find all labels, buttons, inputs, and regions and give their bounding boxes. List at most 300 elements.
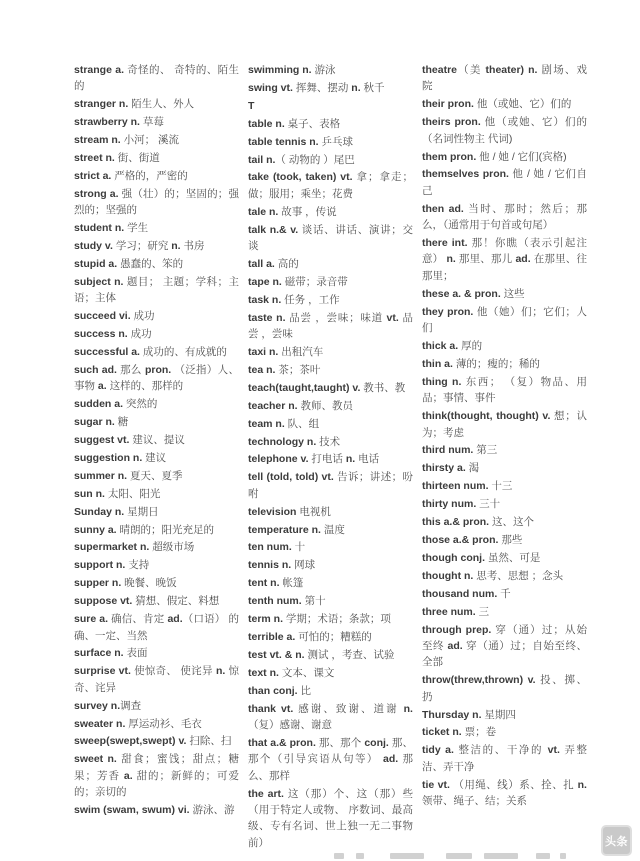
entry-term: surface n.	[74, 647, 124, 660]
entry-definition: 品尝 ，尝味	[248, 311, 413, 341]
vocab-entry	[74, 168, 239, 184]
vocab-entry	[74, 611, 239, 644]
entry-term: ticket n.	[422, 726, 462, 739]
vocab-entry	[248, 786, 413, 852]
entry-definition: 十	[291, 541, 306, 554]
vocab-entry	[248, 647, 413, 663]
entry-definition: 第十	[301, 595, 326, 608]
entry-definition: 扫除、扫	[186, 735, 232, 748]
vocab-entry	[74, 450, 239, 466]
entry-definition: 打电话	[308, 453, 346, 466]
vocab-entry	[74, 238, 239, 254]
vocab-entry	[74, 274, 239, 307]
entry-definition: 帐篷	[279, 577, 304, 590]
entry-term: terrible a.	[248, 631, 296, 643]
entry-term: that a.& pron.	[248, 736, 316, 749]
entry-definition: 糖	[114, 416, 129, 429]
entry-term: thin a.	[422, 357, 453, 370]
entry-term: success n.	[74, 328, 128, 341]
entry-term: n.	[345, 453, 356, 466]
entry-definition: 那么、那样	[248, 753, 414, 782]
vocab-entry	[74, 733, 239, 749]
vocab-entry	[74, 132, 239, 148]
vocab-entry	[248, 539, 413, 555]
entry-term: ad.	[167, 613, 183, 626]
entry-term: suppose vt.	[74, 595, 133, 608]
entry-definition: 题目； 主题；学科；主语；主体	[74, 275, 239, 305]
vocab-entry	[248, 434, 413, 450]
entry-definition: 他（她）们；它们；人们	[422, 305, 587, 335]
entry-definition: 小河； 溪流	[120, 134, 180, 147]
entry-term: subject n.	[74, 275, 124, 288]
entry-definition: 队、组	[284, 417, 320, 430]
entry-term: tidy a.	[422, 744, 454, 757]
entry-term: table tennis n.	[248, 135, 319, 148]
entry-term: vt.	[547, 744, 560, 757]
entry-definition: 草莓	[139, 116, 164, 129]
entry-term: table n.	[248, 117, 285, 130]
vocab-entry	[248, 134, 413, 150]
vocab-entry	[248, 735, 413, 784]
entry-term: stupid a.	[74, 257, 118, 270]
entry-term: study v.	[74, 240, 113, 253]
entry-definition: 书房	[180, 240, 205, 253]
entry-term: taxi n.	[248, 346, 279, 358]
entry-term: those a.& pron.	[422, 533, 499, 546]
entry-definition: 磁带；录音带	[281, 275, 348, 288]
entry-definition: 故事 ，传说	[278, 205, 337, 218]
entry-definition: 学习；研究	[112, 240, 172, 253]
entry-term: theirs pron.	[422, 116, 481, 129]
vocab-entry	[422, 201, 587, 234]
entry-definition: 那里、那儿	[455, 253, 516, 266]
entry-term: themselves pron.	[422, 168, 509, 181]
entry-definition: 成功	[130, 310, 155, 323]
entry-term: succeed vi.	[74, 310, 131, 323]
entry-definition: 渴	[465, 462, 480, 475]
entry-term: their pron.	[422, 98, 474, 111]
entry-term: tall a.	[248, 257, 275, 270]
entry-term: strong a.	[74, 187, 119, 200]
entry-definition: 桌子、表格	[284, 117, 341, 130]
entry-term: thing n.	[422, 375, 462, 388]
entry-term: thirty num.	[422, 498, 477, 511]
entry-term: summer n.	[74, 469, 128, 482]
entry-definition: 谈话、讲话、演讲；交谈	[248, 223, 413, 253]
vocab-entry	[248, 611, 413, 627]
entry-term: sweep(swept,swept) v.	[74, 735, 187, 748]
entry-term: technology n.	[248, 435, 317, 448]
entry-definition: 学生	[124, 222, 149, 235]
entry-term: tenth num.	[248, 595, 302, 608]
entry-term: thirteen num.	[422, 480, 489, 493]
entry-term: tie vt.	[422, 778, 450, 791]
entry-term: suggest vt.	[74, 434, 130, 447]
entry-term: strict a.	[74, 169, 112, 182]
entry-definition: 拿；拿走；做；服用；乘坐；花费	[248, 171, 413, 200]
entry-term: than conj.	[248, 684, 298, 697]
entry-definition: 确信、肯定	[108, 613, 168, 626]
entry-definition: 表面	[123, 647, 148, 660]
vocab-entry	[74, 308, 239, 324]
entry-definition: 夏天、夏季	[127, 469, 183, 482]
entry-definition: 高的	[274, 257, 299, 270]
entry-definition: 这样的、那样的	[106, 380, 184, 393]
entry-definition: 在那里、往那里；	[422, 253, 587, 282]
entry-definition: 东西； （复）物品、用品；事情、事件	[422, 375, 587, 405]
vocab-entry	[422, 622, 587, 671]
vocab-entry	[422, 707, 587, 723]
entry-definition: （ 动物的 ）尾巴	[275, 153, 355, 166]
entry-term: n.	[403, 702, 413, 715]
vocab-entry	[248, 575, 413, 591]
entry-definition: 薄的；瘦的；稀的	[452, 357, 540, 370]
entry-definition: 星期日	[124, 505, 159, 518]
vocab-entry	[74, 663, 239, 696]
entry-term: television	[248, 505, 297, 518]
entry-term: ad.	[447, 639, 463, 652]
vocab-entry	[74, 468, 239, 484]
vocab-entry	[74, 344, 239, 360]
vocab-entry	[422, 724, 587, 740]
entry-definition: 电视机	[296, 505, 331, 518]
entry-definition: 三	[475, 605, 490, 618]
vocab-entry	[422, 496, 587, 512]
entry-term: pron.	[144, 363, 172, 376]
entry-definition: 甜的；新鲜的；可爱的；亲切的	[74, 769, 240, 799]
vocab-entry	[74, 96, 239, 112]
vocab-entry	[74, 150, 239, 166]
entry-definition: 网球	[291, 559, 316, 572]
entry-definition: 告诉；讲述；吩咐	[248, 471, 413, 500]
entry-definition: 他 / 她 / 它们自己	[422, 168, 587, 197]
entry-definition: 强（壮）的；坚固的；强烈的；坚强的	[74, 187, 239, 217]
entry-term: through prep.	[422, 623, 492, 636]
vocab-entry	[422, 586, 587, 602]
vocab-entry	[248, 504, 413, 520]
entry-term: though conj.	[422, 551, 485, 564]
entry-term: street n.	[74, 152, 115, 165]
vocab-entry	[248, 398, 413, 414]
entry-definition: 整洁的、干净的	[453, 744, 548, 757]
vocab-entry	[74, 326, 239, 342]
entry-definition: 严格的，严密的	[111, 169, 188, 182]
entry-definition: （复）感谢、谢意	[248, 719, 332, 732]
vocab-entry	[422, 408, 587, 441]
entry-definition: 厚运动衫、毛衣	[125, 717, 202, 730]
entry-term: ad.	[515, 253, 531, 266]
entry-definition: 虽然、可是	[485, 551, 541, 564]
entry-definition: 太阳、阳光	[104, 487, 161, 500]
entry-definition: 领带、绳子、结；关系	[422, 795, 527, 808]
entry-definition: 感谢、致谢、道谢	[293, 702, 404, 715]
vocab-entry	[248, 665, 413, 681]
vocab-entry	[422, 777, 587, 810]
entry-definition: 穿（通）过；从始至终	[422, 623, 587, 652]
vocab-entry	[74, 362, 239, 395]
vocab-entry	[422, 114, 587, 147]
entry-term: tape n.	[248, 275, 282, 288]
entry-definition: 厚的	[458, 340, 483, 352]
vocab-entry	[422, 304, 587, 337]
entry-term: surprise vt.	[74, 665, 131, 678]
entry-term: tale n.	[248, 205, 279, 218]
entry-term: swing vt.	[248, 81, 293, 94]
entry-term: successful a.	[74, 346, 140, 358]
entry-definition: 这些	[500, 287, 525, 300]
entry-term: teach(taught,taught) v.	[248, 381, 361, 394]
entry-definition: 街、街道	[114, 152, 160, 165]
entry-definition: 甜食；蜜饯；甜点；糖果；芳香	[74, 753, 239, 782]
entry-definition: 第三	[473, 444, 498, 457]
vocab-entry	[422, 514, 587, 530]
entry-term: throw(threw,thrown) v.	[422, 674, 536, 687]
entry-term: swim (swam, swum) vi.	[74, 804, 190, 817]
entry-definition: （用绳、线）系、拴、扎	[449, 778, 578, 791]
entry-term: student n.	[74, 222, 125, 235]
entry-term: three num.	[422, 605, 476, 618]
vocab-entry	[248, 416, 413, 432]
entry-definition: 测试 ，考查、试验	[304, 648, 395, 661]
vocab-entry	[74, 62, 239, 95]
vocab-entry	[74, 504, 239, 520]
entry-term: supper n.	[74, 577, 122, 590]
entry-term: a.	[123, 769, 133, 782]
entry-term: there int.	[422, 237, 468, 250]
vocab-entry	[74, 645, 239, 661]
vocab-entry	[422, 478, 587, 494]
vocab-entry	[74, 698, 239, 714]
entry-definition: 使惊奇、 使诧异	[130, 665, 216, 678]
vocab-entry	[422, 742, 587, 775]
entry-term: strawberry n.	[74, 116, 140, 129]
entry-term: suggestion n.	[74, 451, 143, 464]
vocab-entry	[74, 486, 239, 502]
entry-term: sure a.	[74, 613, 109, 626]
vocab-entry	[422, 235, 587, 284]
entry-term: this a.& pron.	[422, 516, 490, 529]
entry-definition: 成功	[127, 328, 152, 341]
entry-term: thank vt.	[248, 702, 294, 715]
entry-term: taste n.	[248, 311, 286, 324]
entry-term: n.	[577, 778, 587, 791]
entry-definition: 教师、教员	[297, 399, 354, 412]
entry-term: T	[248, 99, 255, 112]
entry-term: n.	[446, 253, 456, 266]
entry-term: sugar n.	[74, 416, 115, 429]
vocab-entry	[422, 166, 587, 199]
vocab-entry	[248, 362, 413, 378]
entry-term: Sunday n.	[74, 505, 125, 518]
entry-term: then ad.	[422, 202, 464, 215]
entry-term: them pron.	[422, 150, 477, 163]
vocab-entry	[248, 222, 413, 255]
entry-term: conj.	[364, 736, 389, 749]
entry-term: vt.	[386, 311, 399, 324]
vocab-entry	[74, 414, 239, 430]
entry-term: tail n.	[248, 153, 276, 166]
entry-term: thick a.	[422, 340, 459, 352]
entry-term: tea n.	[248, 363, 276, 376]
entry-definition: 建议、提议	[129, 434, 185, 447]
vocab-column-3	[422, 62, 587, 853]
entry-definition: 奇怪的、 奇特的、陌生的	[74, 64, 239, 93]
vocab-entry	[74, 220, 239, 236]
entry-definition: 那！你瞧（表示引起注意）	[422, 237, 587, 266]
entry-term: theater) n.	[485, 64, 538, 76]
entry-definition: 那么	[116, 363, 145, 376]
entry-definition: 思考、思想 ；念头	[473, 569, 564, 582]
entry-term: text n.	[248, 666, 279, 679]
entry-term: stranger n.	[74, 98, 129, 111]
entry-definition: 他（或她、它）们的	[473, 98, 572, 111]
vocab-entry	[248, 169, 413, 202]
entry-definition: 成功的、有成就的	[139, 346, 227, 358]
entry-term: stream n.	[74, 134, 121, 147]
entry-definition: 猜想、假定、料想	[132, 595, 220, 608]
vocab-entry	[248, 256, 413, 272]
entry-term: swimming n.	[248, 64, 312, 76]
entry-term: sun n.	[74, 487, 105, 500]
vocab-entry	[422, 62, 587, 95]
vocab-entry	[74, 256, 239, 272]
entry-definition: 任务 ，工作	[281, 293, 340, 306]
entry-term: test vt. & n.	[248, 648, 305, 661]
entry-term: third num.	[422, 444, 474, 457]
entry-definition: 茶；茶叶	[275, 363, 321, 376]
vocabulary-columns	[74, 62, 587, 853]
entry-definition: 投、掷、扔	[422, 674, 587, 703]
vocab-entry	[422, 442, 587, 458]
cropped-next-line-artifact	[0, 852, 640, 861]
vocab-column-2	[248, 62, 413, 853]
entry-term: take (took, taken) vt.	[248, 171, 353, 184]
vocab-entry	[248, 629, 413, 645]
vocab-entry	[74, 593, 239, 609]
entry-definition: 教书、教	[360, 381, 406, 394]
entry-definition: 可怕的；糟糕的	[295, 631, 372, 643]
entry-term: temperature n.	[248, 523, 321, 536]
entry-term: ad.	[383, 753, 399, 766]
vocab-entry	[74, 716, 239, 732]
entry-definition: 温度	[320, 523, 345, 536]
entry-term: sweet n.	[74, 753, 117, 766]
vocab-entry	[422, 338, 587, 354]
entry-definition: 惊奇、诧异	[74, 665, 239, 694]
entry-definition: 支持	[125, 559, 150, 572]
entry-term: theatre	[422, 64, 458, 76]
entry-term: thought n.	[422, 569, 474, 582]
entry-definition: 想；认为；考虑	[422, 410, 587, 439]
vocab-entry	[248, 380, 413, 396]
vocab-column-1	[74, 62, 239, 853]
vocab-entry	[74, 396, 239, 412]
entry-definition: 三十	[476, 498, 501, 511]
entry-definition: 调查	[120, 699, 142, 712]
entry-definition: 突然的	[123, 398, 158, 411]
entry-term: supermarket n.	[74, 541, 150, 554]
vocab-entry	[74, 522, 239, 538]
vocab-entry	[248, 344, 413, 360]
vocab-entry	[248, 274, 413, 290]
entry-definition: 技术	[316, 435, 341, 448]
entry-term: a.	[97, 380, 107, 393]
vocab-entry	[74, 557, 239, 573]
entry-definition: 剧场、戏院	[422, 64, 587, 93]
entry-term: tell (told, told) vt.	[248, 471, 334, 484]
vocab-entry	[422, 356, 587, 372]
entry-term: teacher n.	[248, 399, 298, 412]
vocab-entry	[74, 186, 239, 219]
entry-definition: 那、那个（引导宾语从句等）	[248, 736, 413, 766]
vocab-entry	[248, 522, 413, 538]
entry-definition: 星期四	[481, 708, 516, 721]
entry-term: term n.	[248, 613, 284, 626]
entry-definition: 这、这个	[489, 516, 535, 529]
entry-definition: 那、那个	[315, 736, 365, 749]
entry-definition: 千	[497, 587, 511, 600]
entry-definition: 晴朗的；阳光充足的	[116, 523, 215, 536]
vocab-entry	[74, 751, 239, 800]
entry-definition: 比	[297, 684, 312, 697]
vocab-entry	[248, 204, 413, 220]
entry-definition: 他 / 她 / 它们(宾格)	[476, 150, 567, 163]
entry-definition: （泛指）人、事物	[74, 363, 239, 393]
vocab-entry	[422, 286, 587, 302]
entry-definition: 秋千	[360, 81, 385, 94]
vocab-entry	[74, 575, 239, 591]
entry-term: such ad.	[74, 363, 117, 376]
entry-definition: 游泳	[311, 64, 336, 76]
vocab-entry	[422, 149, 587, 165]
entry-definition: 十三	[488, 480, 513, 493]
entry-term: talk n.& v.	[248, 223, 299, 236]
entry-term: support n.	[74, 559, 126, 572]
entry-definition: 游泳、游	[189, 804, 235, 817]
vocab-entry	[248, 116, 413, 132]
vocab-entry	[74, 802, 239, 818]
entry-term: thirsty a.	[422, 462, 466, 475]
vocab-entry	[422, 550, 587, 566]
entry-definition: 建议	[142, 451, 167, 464]
entry-definition: 学期；术语；条款；项	[283, 613, 391, 626]
entry-definition: 弄整洁、弄干净	[422, 744, 587, 773]
entry-definition: （美	[457, 64, 486, 76]
entry-definition: 品尝 ，尝味；味道	[285, 311, 387, 324]
entry-term: sudden a.	[74, 398, 124, 411]
vocab-entry	[74, 432, 239, 448]
entry-term: n.	[351, 81, 361, 94]
vocab-entry	[422, 460, 587, 476]
entry-term: the art.	[248, 787, 284, 800]
entry-definition: 票；卷	[461, 726, 497, 739]
entry-definition: 电话	[355, 453, 380, 466]
toutiao-watermark-logo	[601, 825, 632, 856]
entry-term: thousand num.	[422, 587, 498, 600]
entry-definition: 愚蠢的、笨的	[117, 257, 184, 270]
entry-term: they pron.	[422, 305, 474, 318]
vocab-entry	[422, 96, 587, 112]
vocab-entry	[248, 152, 413, 168]
entry-term: n.	[171, 240, 181, 253]
entry-definition: 当时、那时；然后；那么，（通常用于句首或句尾）	[422, 202, 587, 232]
entry-term: n.	[215, 665, 226, 678]
entry-term: Thursday n.	[422, 708, 482, 721]
vocab-entry	[248, 292, 413, 308]
vocab-entry	[422, 374, 587, 407]
vocab-entry	[248, 98, 413, 114]
entry-definition: 晚餐、晚饭	[121, 577, 177, 590]
